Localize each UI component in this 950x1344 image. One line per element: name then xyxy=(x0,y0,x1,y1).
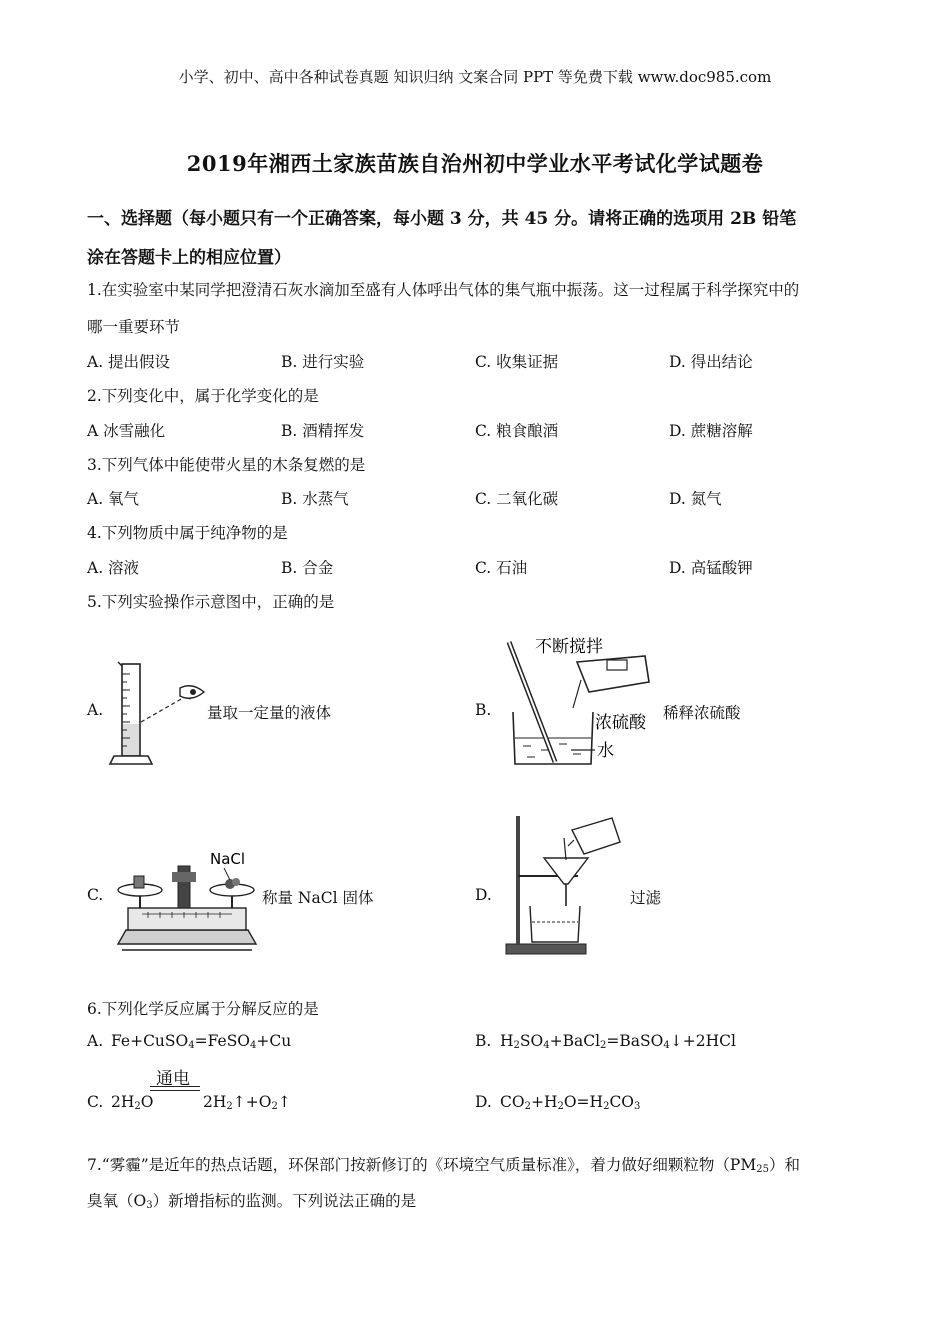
label-water: 水 xyxy=(597,741,614,761)
q2-option-b: B. 酒精挥发 xyxy=(281,422,365,440)
q5-option-d-letter: D. xyxy=(475,886,492,904)
q6-option-c-letter: C. xyxy=(87,1093,104,1111)
graduated-cylinder-figure xyxy=(108,658,210,770)
q3-option-a: A. 氧气 xyxy=(87,490,140,508)
q5-option-b-caption: 稀释浓硫酸 xyxy=(663,704,741,722)
q4-option-a: A. 溶液 xyxy=(87,559,140,577)
q5-option-c-letter: C. xyxy=(87,886,104,904)
q4-stem: 4.下列物质中属于纯净物的是 xyxy=(87,524,288,542)
q5-stem: 5.下列实验操作示意图中，正确的是 xyxy=(87,593,335,611)
q6-option-c-reactant: $2H_2O$ xyxy=(111,1093,154,1112)
q1-option-c: C. 收集证据 xyxy=(475,353,559,371)
label-acid: 浓硫酸 xyxy=(595,713,646,733)
q6-option-b-letter: B. xyxy=(475,1032,492,1050)
dilute-acid-figure xyxy=(495,630,655,770)
q4-option-d: D. 高锰酸钾 xyxy=(669,559,753,577)
q6-option-d-letter: D. xyxy=(475,1093,492,1111)
q5-option-a-letter: A. xyxy=(87,701,104,719)
label-nacl: NaCl xyxy=(210,850,246,868)
q6-option-c-products: $2H_2↑+O_2↑$ xyxy=(203,1093,291,1112)
section-heading-line2: 涂在答题卡上的相应位置） xyxy=(87,248,291,268)
q5-option-c-caption: 称量 NaCl 固体 xyxy=(262,889,374,907)
q3-option-c: C. 二氧化碳 xyxy=(475,490,559,508)
q7-stem-line1: 7.“雾霾”是近年的热点话题，环保部门按新修订的《环境空气质量标准》，着力做好细颗粒物$(PM_{25})$和 xyxy=(87,1156,800,1175)
q6-option-a-letter: A. xyxy=(87,1032,104,1050)
q1-stem-line2: 哪一重要环节 xyxy=(87,318,181,336)
q3-option-d: D. 氮气 xyxy=(669,490,722,508)
balance-figure xyxy=(112,842,262,956)
q6-stem: 6.下列化学反应属于分解反应的是 xyxy=(87,1000,319,1018)
page-header: 小学、初中、高中各种试卷真题 知识归纳 文案合同 PPT 等免费下载 www.doc985.com xyxy=(178,68,772,86)
q6-option-d-equation: $CO_2+H_2O=H_2CO_3$ xyxy=(500,1093,641,1112)
q4-option-c: C. 石油 xyxy=(475,559,528,577)
exam-title: 2019年湘西土家族苗族自治州初中学业水平考试化学试题卷 xyxy=(186,151,764,176)
q3-stem: 3.下列气体中能使带火星的木条复燃的是 xyxy=(87,456,366,474)
section-heading-line1: 一、选择题（每小题只有一个正确答案，每小题 3 分，共 45 分。请将正确的选项用 2B 铅笔 xyxy=(87,209,797,229)
q5-option-b-letter: B. xyxy=(475,701,492,719)
q3-option-b: B. 水蒸气 xyxy=(281,490,349,508)
q1-option-b: B. 进行实验 xyxy=(281,353,365,371)
q1-option-a: A. 提出假设 xyxy=(87,353,171,371)
q6-option-c-condition: 通电 xyxy=(156,1069,190,1089)
q5-option-d-caption: 过滤 xyxy=(630,889,662,907)
q1-stem-line1: 1.在实验室中某同学把澄清石灰水滴加至盛有人体呼出气体的集气瓶中振荡。这一过程属于科学探究中的 xyxy=(87,281,800,299)
q6-option-b-equation: $H_2SO_4+BaCl_2=BaSO_4↓+2HCl$ xyxy=(500,1032,736,1051)
q2-stem: 2.下列变化中，属于化学变化的是 xyxy=(87,387,319,405)
q2-option-c: C. 粮食酿酒 xyxy=(475,422,559,440)
label-stir: 不断搅拌 xyxy=(535,637,603,657)
q4-option-b: B. 合金 xyxy=(281,559,334,577)
filtration-figure xyxy=(500,810,630,958)
q2-option-a: A 冰雪融化 xyxy=(87,422,166,440)
q6-option-c-equals xyxy=(150,1086,200,1091)
q7-stem-line2: 臭氧$(O_3)$新增指标的监测。下列说法正确的是 xyxy=(87,1192,417,1211)
q1-option-d: D. 得出结论 xyxy=(669,353,753,371)
q2-option-d: D. 蔗糖溶解 xyxy=(669,422,753,440)
q6-option-a-equation: Fe+CuSO$_4$=FeSO$_4$+Cu xyxy=(111,1032,292,1051)
q5-option-a-caption: 量取一定量的液体 xyxy=(207,704,332,722)
